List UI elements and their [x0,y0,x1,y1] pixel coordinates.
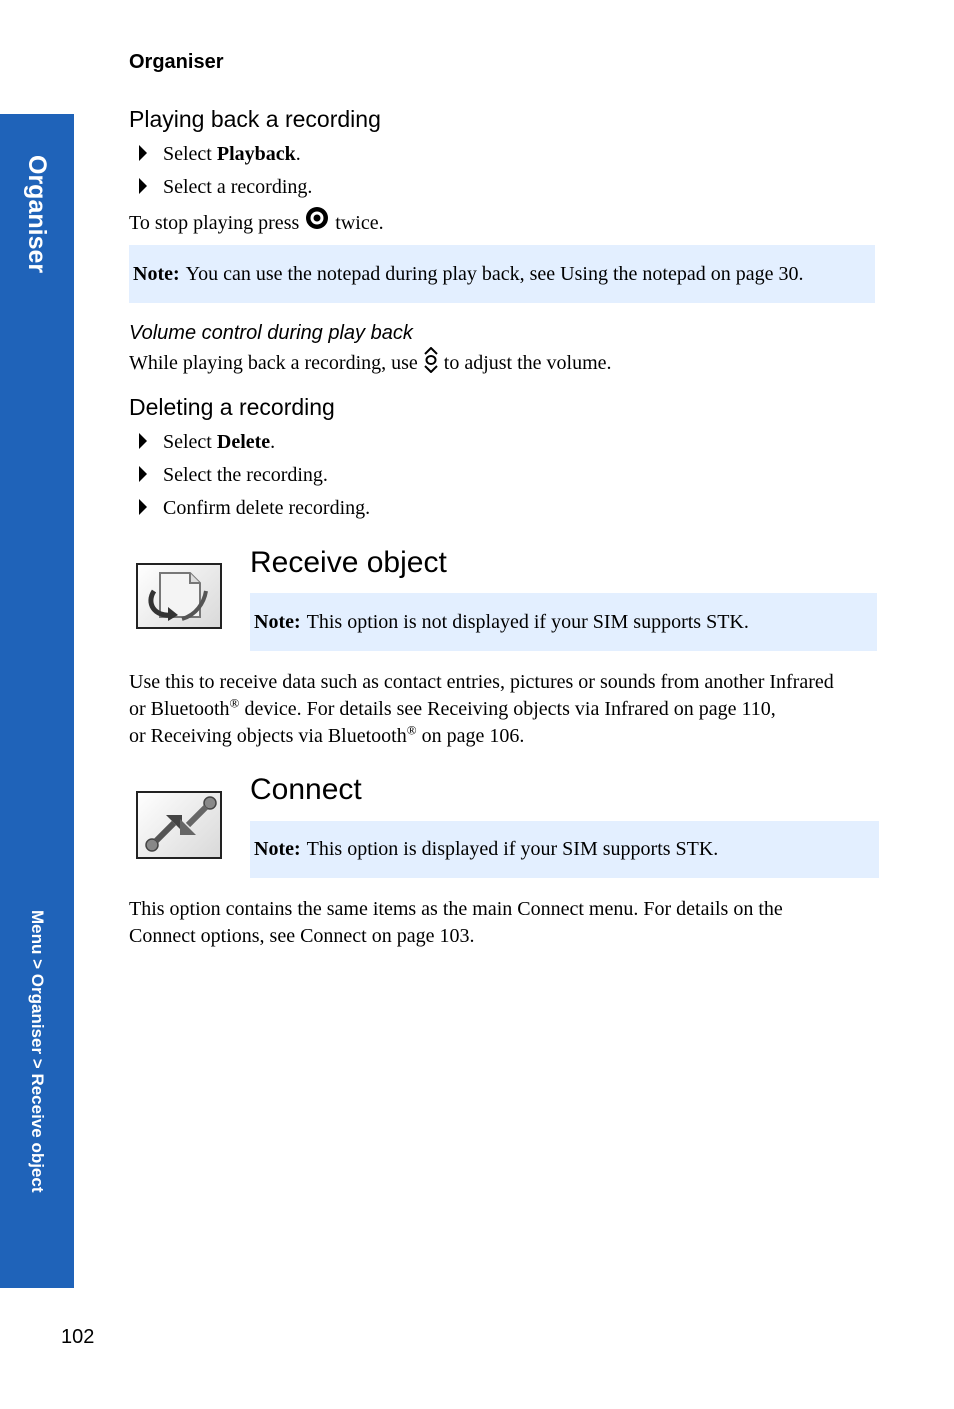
playback-step-2: Select a recording. [139,176,312,199]
deleting-step-1: Select Delete. [139,431,275,454]
volume-instruction: While playing back a recording, use to adjust the volume. [129,347,612,381]
playback-note: Note: You can use the notepad during play back, see Using the notepad on page 30. [129,245,875,303]
up-down-key-icon [423,347,439,381]
deleting-step-3: Confirm delete recording. [139,497,370,520]
bullet-arrow-icon [139,499,147,515]
connect-paragraph: This option contains the same items as the main Connect menu. For details on the Connect options, see Connect on page 103. [129,898,783,947]
bullet-arrow-icon [139,178,147,194]
receive-object-icon [136,563,222,629]
side-breadcrumb: Menu > Organiser > Receive object [28,910,47,1193]
connect-note: Note: This option is displayed if your SIM supports STK. [250,821,879,878]
center-key-icon [304,207,330,241]
playback-step-1: Select Playback. [139,143,301,166]
receive-object-heading: Receive object [250,546,447,579]
deleting-step-2: Select the recording. [139,464,328,487]
bullet-arrow-icon [139,433,147,449]
side-chapter-title: Organiser [23,155,51,274]
playback-heading: Playing back a recording [129,106,381,132]
page-number: 102 [61,1326,95,1348]
receive-paragraph: Use this to receive data such as contact entries, pictures or sounds from another Infrared or Bluetooth® device. For details see Receiving objects via Infrared on page 110, or Receiving objects via Bluetooth® on page 106. [129,671,834,747]
running-head: Organiser [129,51,224,73]
bullet-arrow-icon [139,145,147,161]
bullet-arrow-icon [139,466,147,482]
connect-icon [136,791,222,859]
stop-instruction: To stop playing press twice. [129,207,384,241]
receive-note: Note: This option is not displayed if your SIM supports STK. [250,593,877,651]
deleting-heading: Deleting a recording [129,394,335,420]
connect-heading: Connect [250,773,362,806]
volume-heading: Volume control during play back [129,322,413,344]
